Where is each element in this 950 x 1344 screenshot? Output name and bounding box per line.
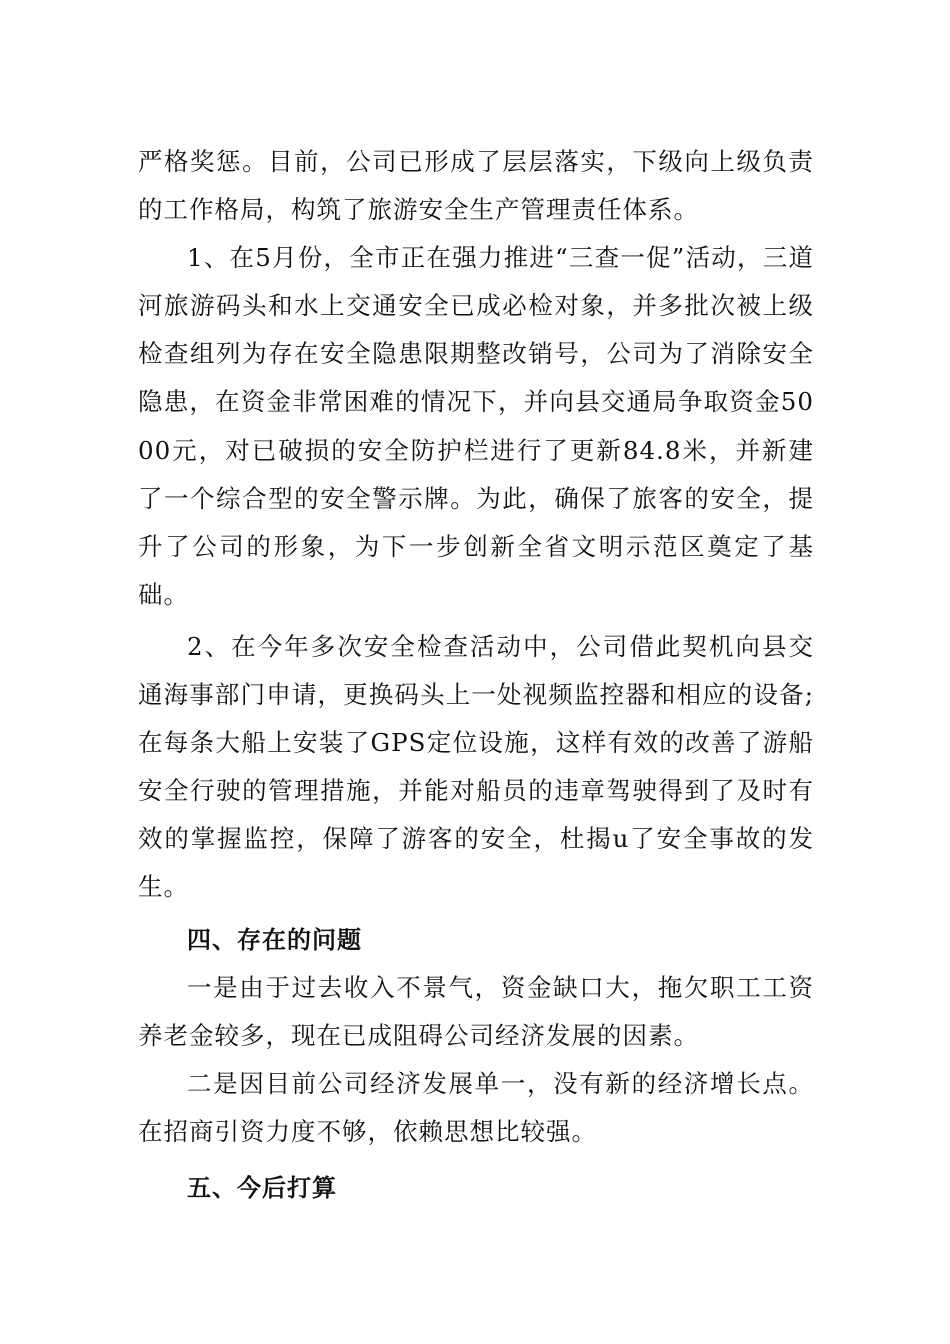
paragraph-problem-two: 二是因目前公司经济发展单一，没有新的经济增长点。在招商引资力度不够，依赖思想比较强。 bbox=[138, 1068, 814, 1146]
paragraph-monitoring-gps: 2、在今年多次安全检查活动中，公司借此契机向县交通海事部门申请，更换码头上一处视频监控器和相应的设备;在每条大船上安装了GPS定位设施，这样有效的改善了游船安全行驶的管理措施，并能对船员的违章驾驶得到了及时有效的掌握监控，保障了游客的安全，杜揭u了安全事故的发生。 bbox=[138, 631, 814, 902]
section-heading-future-plans: 五、今后打算 bbox=[187, 1173, 337, 1202]
document-body bbox=[138, 138, 814, 1212]
paragraph-accountability-system: 严格奖惩。目前，公司已形成了层层落实，下级向上级负责的工作格局，构筑了旅游安全生产管理责任体系。 bbox=[138, 147, 814, 225]
section-heading-problems: 四、存在的问题 bbox=[187, 925, 362, 954]
paragraph-safety-railing-update: 1、在5月份，全市正在强力推进“三查一促”活动，三道河旅游码头和水上交通安全已成必检对象，并多批次被上级检查组列为存在安全隐患限期整改销号，公司为了消除安全隐患，在资金非常困难的情况下，并向县交通局争取资金5000元，对已破损的安全防护栏进行了更新84.8米，并新建了一个综合型的安全警示牌。为此，确保了旅客的安全，提升了公司的形象，为下一步创新全省文明示范区奠定了基础。 bbox=[138, 243, 814, 609]
paragraph-problem-one: 一是由于过去收入不景气，资金缺口大，拖欠职工工资养老金较多，现在已成阻碍公司经济发展的因素。 bbox=[138, 972, 814, 1050]
